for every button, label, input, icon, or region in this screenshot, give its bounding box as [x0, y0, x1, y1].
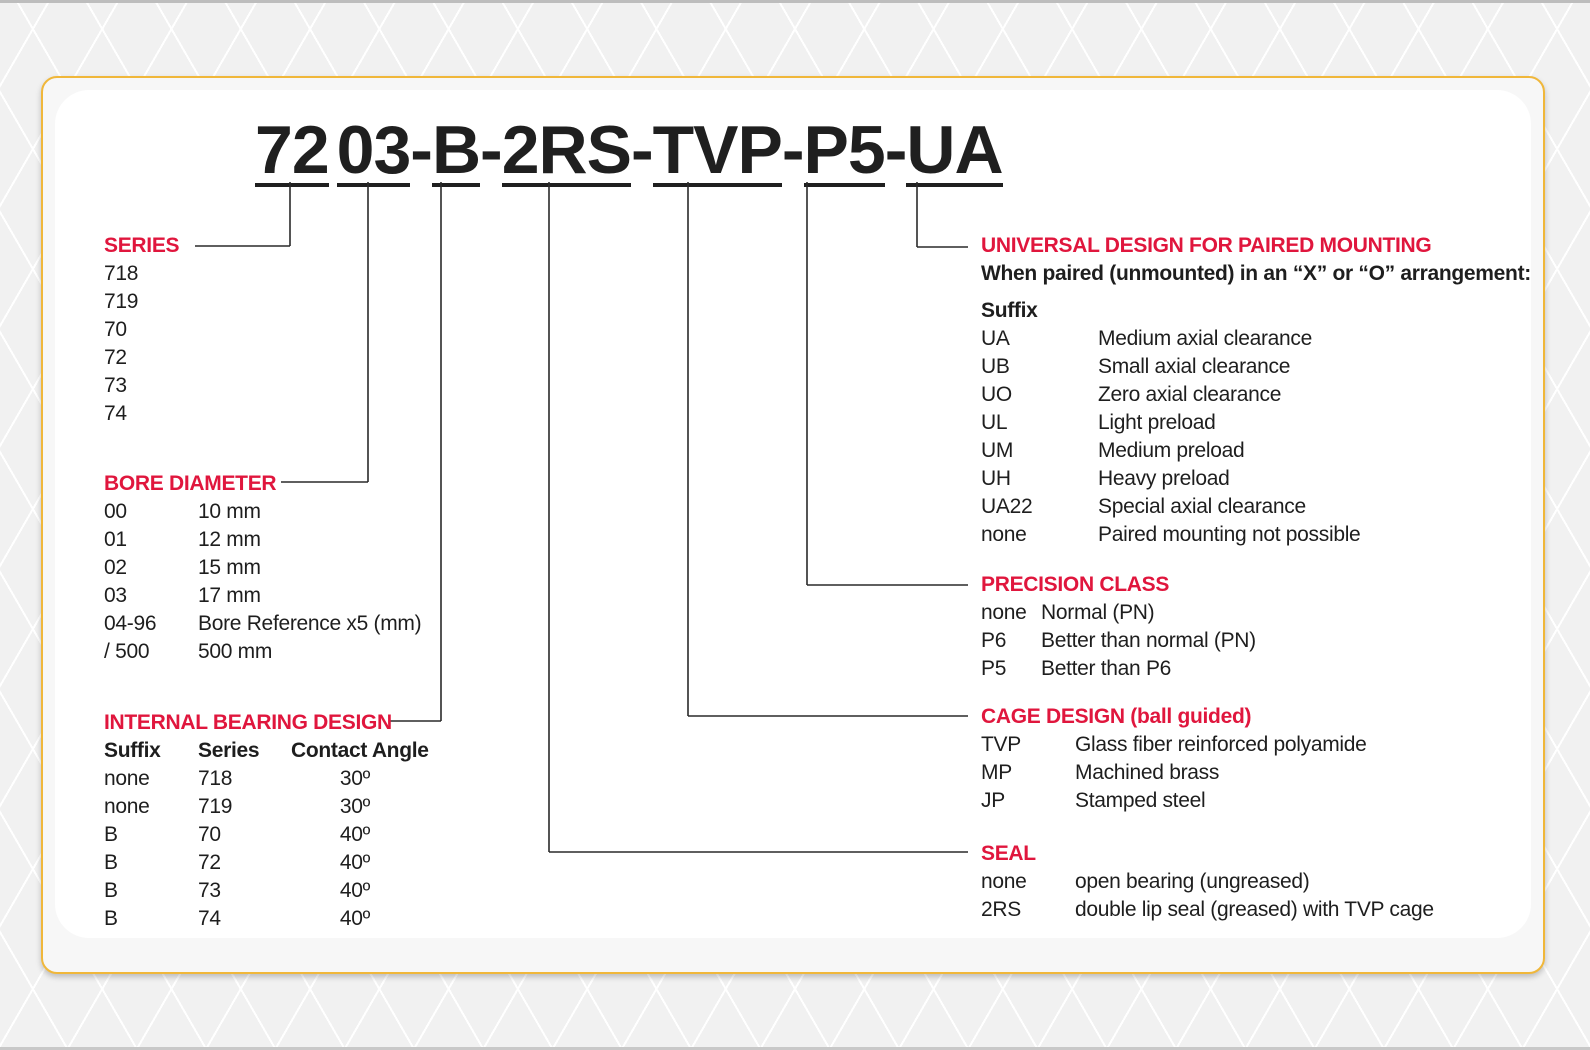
bore-code: 01: [104, 528, 127, 551]
internal-suffix: none: [104, 795, 150, 818]
precision-heading: PRECISION CLASS: [981, 573, 1170, 596]
part-number: [255, 110, 1003, 190]
internal-series: 719: [198, 795, 233, 818]
top-rule: [0, 0, 1590, 3]
series-heading: SERIES: [104, 234, 180, 257]
internal-suffix: B: [104, 879, 118, 902]
cage-desc: Machined brass: [1075, 761, 1220, 784]
internal-suffix: B: [104, 851, 118, 874]
code-segment-universal: UA: [906, 112, 1003, 188]
universal-subheading: When paired (unmounted) in an “X” or “O” arrangement:: [981, 262, 1531, 285]
code-segment-cage: TVP: [652, 112, 782, 188]
code-separator: -: [781, 112, 804, 188]
precision-code: none: [981, 601, 1027, 624]
precision-desc: Better than normal (PN): [1041, 629, 1256, 652]
universal-desc: Heavy preload: [1098, 467, 1230, 490]
code-segment-precision: P5: [803, 112, 885, 188]
internal-column-header: Contact Angle: [291, 739, 429, 762]
code-segment-internal-design: B: [431, 112, 481, 188]
bore-code: 03: [104, 584, 127, 607]
universal-suffix-label: Suffix: [981, 299, 1038, 322]
universal-desc: Small axial clearance: [1098, 355, 1291, 378]
universal-code: UB: [981, 355, 1010, 378]
bore-value: Bore Reference x5 (mm): [198, 612, 422, 635]
series-item: 73: [104, 374, 127, 397]
code-separator: -: [480, 112, 502, 188]
precision-desc: Better than P6: [1041, 657, 1172, 680]
code-separator: -: [884, 112, 907, 188]
internal-angle: 40º: [339, 879, 371, 902]
internal-series: 718: [198, 767, 233, 790]
internal-heading: INTERNAL BEARING DESIGN: [104, 711, 392, 734]
universal-code: none: [981, 523, 1027, 546]
cage-desc: Stamped steel: [1075, 789, 1206, 812]
precision-desc: Normal (PN): [1041, 601, 1155, 624]
card-inner-panel: [55, 90, 1531, 938]
code-separator: -: [630, 112, 653, 188]
precision-code: P5: [981, 657, 1007, 680]
internal-suffix: B: [104, 907, 118, 930]
internal-angle: 40º: [339, 907, 371, 930]
bore-code: 04-96: [104, 612, 157, 635]
universal-desc: Light preload: [1098, 411, 1216, 434]
internal-column-header: Suffix: [104, 739, 161, 762]
bore-code: / 500: [104, 640, 150, 663]
code-segment-seal: 2RS: [501, 112, 631, 188]
internal-series: 73: [198, 879, 221, 902]
seal-code: none: [981, 870, 1027, 893]
internal-angle: 30º: [339, 767, 371, 790]
bore-value: 12 mm: [198, 528, 261, 551]
universal-desc: Special axial clearance: [1098, 495, 1306, 518]
code-segment-series: 72: [255, 112, 329, 188]
series-item: 72: [104, 346, 127, 369]
bore-value: 500 mm: [198, 640, 273, 663]
bore-code: 00: [104, 500, 127, 523]
series-item: 719: [104, 290, 139, 313]
seal-desc: open bearing (ungreased): [1075, 870, 1310, 893]
internal-series: 70: [198, 823, 221, 846]
cage-code: JP: [981, 789, 1005, 812]
code-separator: -: [410, 112, 432, 188]
universal-code: UM: [981, 439, 1014, 462]
universal-code: UO: [981, 383, 1012, 406]
seal-code: 2RS: [981, 898, 1021, 921]
bore-value: 10 mm: [198, 500, 261, 523]
precision-code: P6: [981, 629, 1007, 652]
series-item: 74: [104, 402, 127, 425]
internal-suffix: none: [104, 767, 150, 790]
cage-heading: CAGE DESIGN (ball guided): [981, 705, 1252, 728]
internal-angle: 30º: [339, 795, 371, 818]
universal-desc: Medium axial clearance: [1098, 327, 1313, 350]
cage-code: MP: [981, 761, 1012, 784]
universal-desc: Paired mounting not possible: [1098, 523, 1361, 546]
universal-heading: UNIVERSAL DESIGN FOR PAIRED MOUNTING: [981, 234, 1432, 257]
universal-code: UH: [981, 467, 1011, 490]
cage-code: TVP: [981, 733, 1021, 756]
universal-desc: Medium preload: [1098, 439, 1245, 462]
bore-value: 15 mm: [198, 556, 261, 579]
series-item: 718: [104, 262, 139, 285]
seal-heading: SEAL: [981, 842, 1036, 865]
code-segment-bore: 03: [336, 112, 411, 188]
bore-code: 02: [104, 556, 127, 579]
universal-code: UA22: [981, 495, 1033, 518]
bore-heading: BORE DIAMETER: [104, 472, 277, 495]
internal-column-header: Series: [198, 739, 260, 762]
bore-value: 17 mm: [198, 584, 261, 607]
internal-suffix: B: [104, 823, 118, 846]
cage-desc: Glass fiber reinforced polyamide: [1075, 733, 1367, 756]
universal-code: UA: [981, 327, 1010, 350]
internal-series: 72: [198, 851, 221, 874]
universal-desc: Zero axial clearance: [1098, 383, 1282, 406]
series-item: 70: [104, 318, 127, 341]
seal-desc: double lip seal (greased) with TVP cage: [1075, 898, 1434, 921]
internal-angle: 40º: [339, 851, 371, 874]
universal-code: UL: [981, 411, 1008, 434]
internal-series: 74: [198, 907, 221, 930]
internal-angle: 40º: [339, 823, 371, 846]
